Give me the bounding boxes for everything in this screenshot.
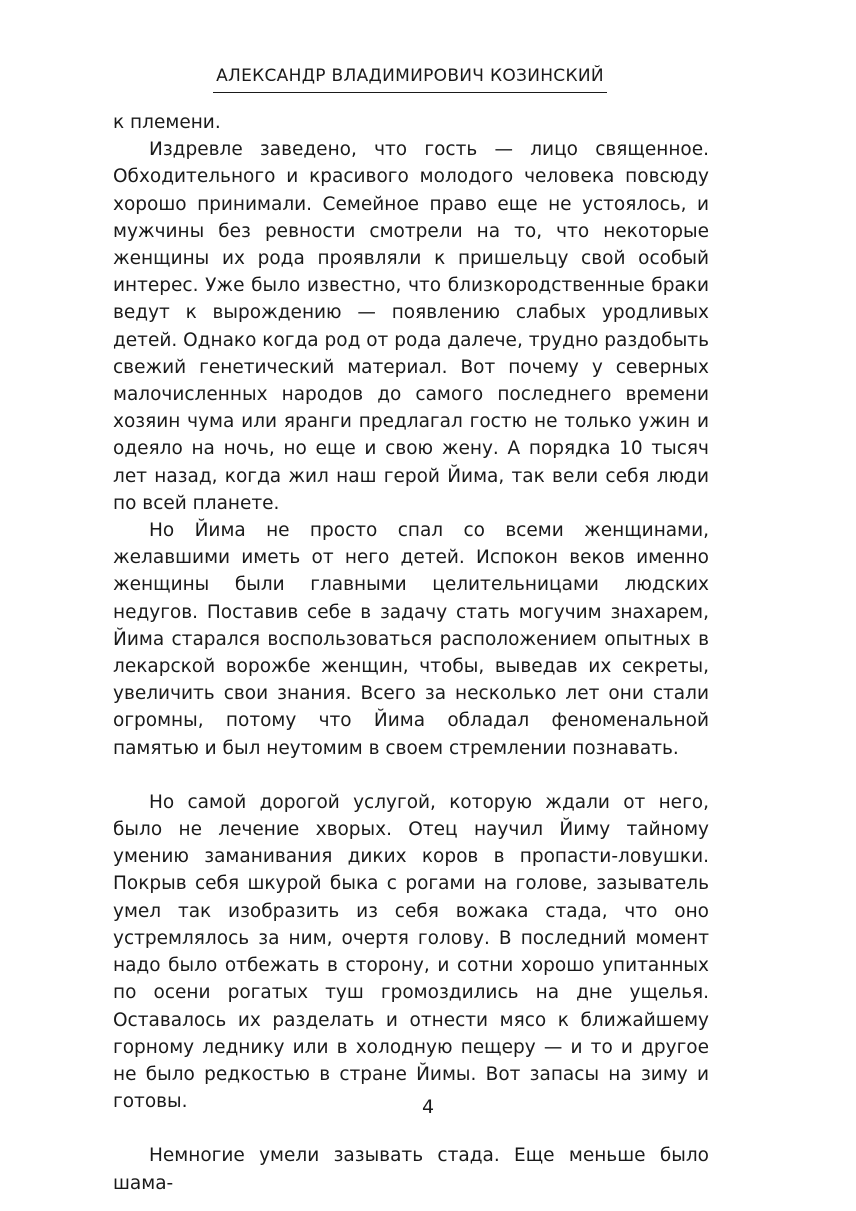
paragraph-shamans: Немногие умели зазывать стада. Еще меньше было шама- (113, 1145, 709, 1194)
paragraph-guest: Издревле заведено, что гость — лицо священное. Обходительного и красивого молодого человека повсюду хорошо принимали. Семейное право еще не устоялось, и мужчины без ревности смотрели на то, что некоторые женщины их рода проявляли к пришельцу свой особый интерес. Уже было известно, что близкородственные браки ведут к вырождению — появлению слабых уродливых детей. Однако когда род от рода далече, трудно раздобыть свежий генетический материал. Вот почему у северных малочисленных народов до самого последнего времени хозяин чума или яранги предлагал гостю не только ужин и одеяло на ночь, но еще и свою жену. А порядка 10 тысяч лет назад, когда жил наш герой Йима, так вели себя люди по всей планете. (113, 139, 709, 514)
paragraph-continuation: к племени. (113, 112, 221, 133)
paragraph-herds: Но самой дорогой услугой, которую ждали от него, было не лечение хворых. Отец научил Йиму тайному умению заманивания диких коров в пропасти-ловушки. Покрыв себя шкурой быка с рогами на голове, зазыватель умел так изобразить из себя вожака стада, что оно устремлялось за ним, очертя голову. В последний момент надо было отбежать в сторону, и сотни хорошо упитанных по осени рогатых туш громоздились на дне ущелья. Оставалось их разделать и отнести мясо к ближайшему горному леднику или в холодную пещеру — и то и другое не было редкостью в стране Йимы. Вот запасы на зиму и готовы. (113, 791, 709, 1113)
page-number: 4 (421, 1096, 435, 1118)
body-text (113, 109, 709, 1197)
running-header-author: АЛЕКСАНДР ВЛАДИМИРОВИЧ КОЗИНСКИЙ (213, 64, 607, 93)
paragraph-healers: Но Йима не просто спал со всеми женщинами, желавшими иметь от него детей. Испокон веков именно женщины были главными целительницами людских недугов. Поставив себе в задачу стать могучим знахарем, Йима старался воспользоваться расположением опытных в лекарской ворожбе женщин, чтобы, выведав их секреты, увеличить свои знания. Всего за несколько лет они стали огромны, потому что Йима обладал феноменальной памятью и был неутомим в своем стремлении познавать. (113, 520, 709, 759)
